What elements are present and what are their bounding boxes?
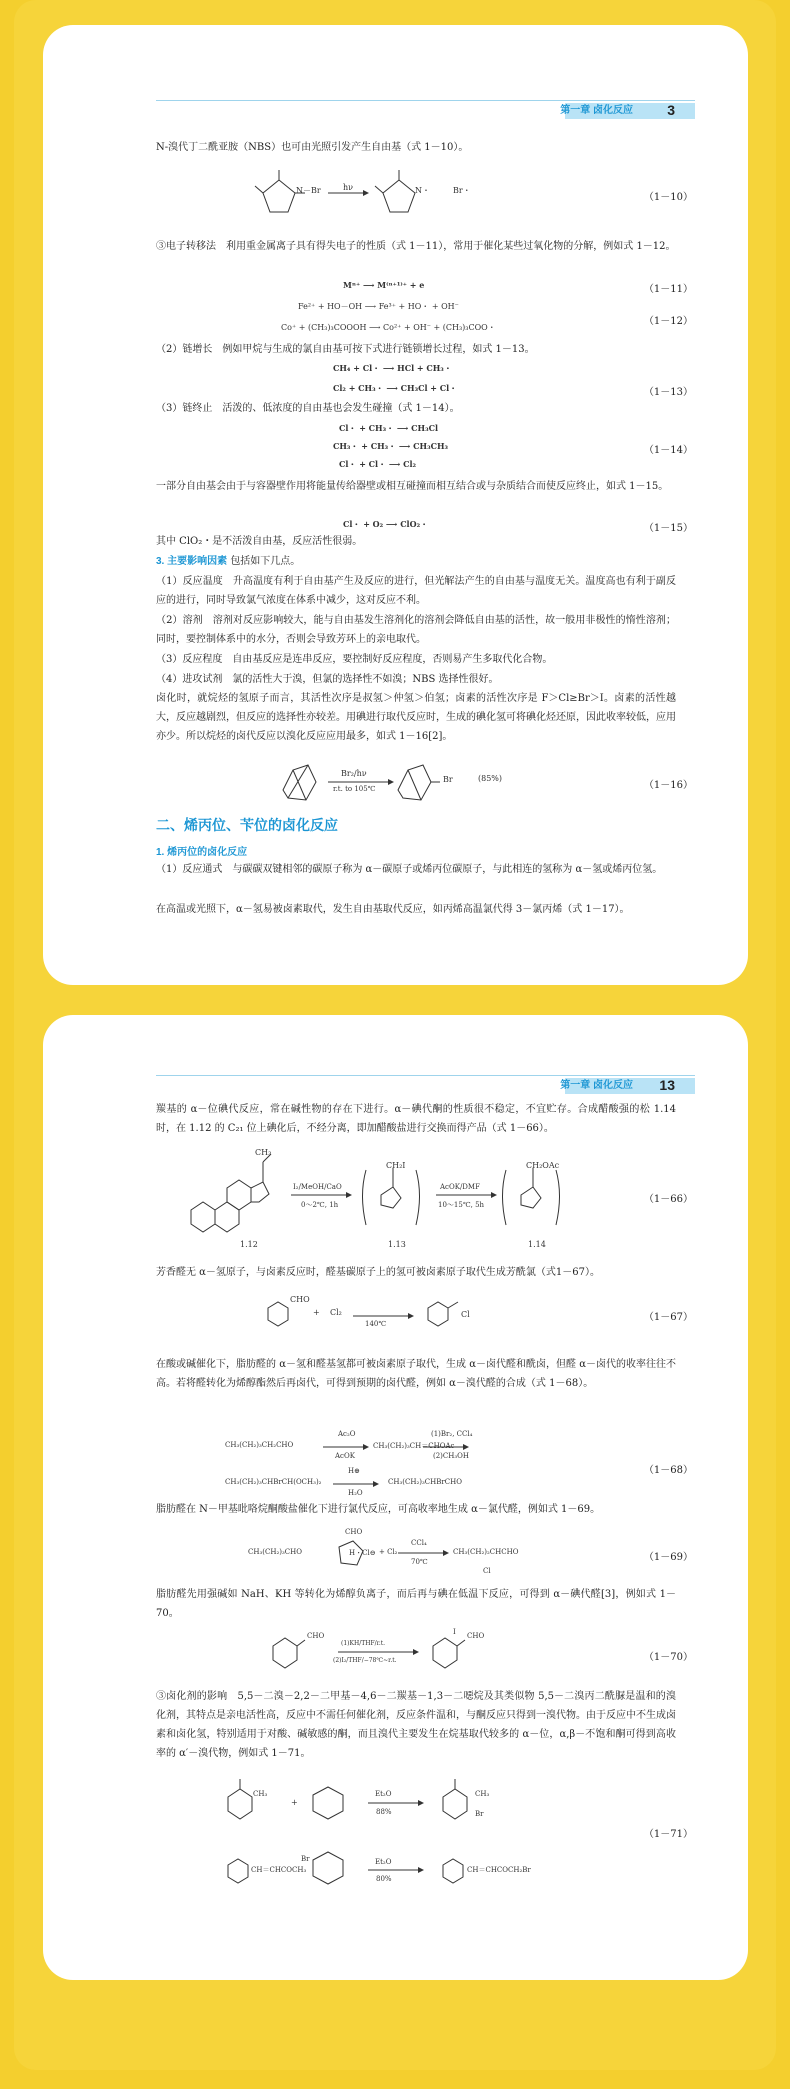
plus-sign: + xyxy=(313,1308,320,1317)
arrow-label: H⊕ xyxy=(348,1467,360,1475)
paragraph: 其中 ClO₂・是不活泼自由基，反应活性很弱。 xyxy=(156,536,363,547)
arrow-label: 80% xyxy=(376,1875,392,1883)
reaction-species: CH₃(CH₂)₃CHO xyxy=(248,1548,303,1556)
equation-number: （1－15） xyxy=(643,523,693,534)
subsection-line xyxy=(156,552,676,571)
compound-number: 1.14 xyxy=(528,1240,546,1249)
paragraph: 一部分自由基会由于与容器壁作用将能量传给器壁或相互碰撞而相互结合或与杂质结合而使反应终止，如式 1－15。 xyxy=(156,481,669,492)
equation: Cl・ + O₂ ⟶ ClO₂・ xyxy=(343,519,429,529)
paragraph: （2）链增长 例如甲烷与生成的氯自由基可按下式进行链锁增长过程，如式 1－13。 xyxy=(156,344,535,355)
product: CH₃(CH₂)₂CHCHO xyxy=(453,1548,519,1556)
equation-number: （1－12） xyxy=(643,316,693,327)
arrow-label: (2)CH₃OH xyxy=(433,1452,470,1460)
book-page-3 xyxy=(43,25,748,985)
arrow-label: 70℃ xyxy=(411,1558,428,1566)
equation-number: （1－14） xyxy=(643,445,693,456)
group-label: CHO xyxy=(290,1295,310,1304)
group-label: CHO xyxy=(467,1632,485,1640)
subsection-tail: 包括如下几点。 xyxy=(230,556,301,567)
group-label: CHO xyxy=(345,1528,363,1536)
reagent: + Cl₂ xyxy=(379,1548,398,1556)
paragraph: ③卤化剂的影响 5,5－二溴－2,2－二甲基－4,6－二羰基－1,3－二噁烷及其类似物 5,5－二溴丙二酰脲是温和的溴化剂，其特点是亲电活性高，反应中不需任何催化剂，反应条件温和，与酮反应只得到一溴代物。由于反应中不生成卤素和卤化氢，特别适用于对酸、碱敏感的酮，而且溴代主要发生在烷基取代较多的 α－位，α,β－不饱和酮可得到高收率的 α′－溴代物，例如式 1－71。 xyxy=(156,1691,676,1759)
arrow-label: 10～15℃, 5h xyxy=(438,1201,485,1209)
equation-number: （1－66） xyxy=(643,1194,693,1205)
chapter-label: 第一章 卤化反应 xyxy=(560,1080,633,1091)
arrow-label: Br₂/hν xyxy=(341,769,367,778)
equation-number: （1－10） xyxy=(643,192,693,203)
yield-label: (85%) xyxy=(478,774,503,783)
arrow-label: (1)Br₂, CCl₄ xyxy=(431,1430,473,1438)
arrow-label: CCl₄ xyxy=(411,1539,427,1547)
equation-number: （1－13） xyxy=(643,387,693,398)
equation: CH₃・ + CH₃・ ⟶ CH₃CH₃ xyxy=(333,441,449,451)
arrow-label: 0～2℃, 1h xyxy=(301,1201,339,1209)
equation-number: （1－71） xyxy=(643,1829,693,1840)
paragraph: 在酸或碱催化下，脂肪醛的 α－氢和醛基氢都可被卤素原子取代，生成 α－卤代醛和酰卤，但醛 α－卤代的收率往往不高。若将醛转化为烯醇酯然后再卤代，可得到预期的卤代醛，例如 α－溴代醛的合成（式 1－68）。 xyxy=(156,1359,676,1389)
paragraph: ③电子转移法 利用重金属离子具有得失电子的性质（式 1－11），常用于催化某些过氧化物的分解，例如式 1－12。 xyxy=(156,241,676,252)
product: CH＝CHCOCH₂Br xyxy=(467,1866,531,1874)
equation-number: （1－69） xyxy=(643,1552,693,1563)
product-substituent: Cl xyxy=(483,1567,491,1575)
substituent: CH＝CHCOCH₃ xyxy=(251,1866,307,1874)
arrow-label: 140℃ xyxy=(365,1320,387,1328)
arrow-label: AcOK/DMF xyxy=(440,1183,480,1191)
reaction-species: CH₃(CH₂)₃CHBrCH(OCH₃)₂ xyxy=(225,1478,322,1486)
equation-number: （1－70） xyxy=(643,1652,693,1663)
plus-sign: + xyxy=(291,1798,298,1807)
product-substituent: I xyxy=(453,1628,456,1636)
substituent: CH₃ xyxy=(253,1790,268,1798)
paragraph: （2）溶剂 溶剂对反应影响较大，能与自由基发生溶剂化的溶剂会降低自由基的活性，故一般用非极性的惰性溶剂；同时，要控制体系中的水分，否则会导致芳环上的亲电取代。 xyxy=(156,615,676,645)
steroid-reaction xyxy=(161,1140,631,1255)
equation: Cl₂ + CH₃・ ⟶ CH₃Cl + Cl・ xyxy=(333,383,458,393)
product-label: Br xyxy=(443,775,453,784)
arrow-label: I₂/MeOH/CaO xyxy=(293,1183,342,1191)
chapter-label: 第一章 卤化反应 xyxy=(560,105,633,116)
paragraph: N-溴代丁二酰亚胺（NBS）也可由光照引发产生自由基（式 1－10）。 xyxy=(156,142,469,153)
paragraph: 脂肪醛在 N－甲基吡咯烷酮酸盐催化下进行氯代反应，可高收率地生成 α－氯代醛，例如式 1－69。 xyxy=(156,1504,601,1515)
page-header xyxy=(156,1075,695,1099)
paragraph: （1）反应温度 升高温度有利于自由基产生及反应的进行，但光解法产生的自由基与温度无关。温度高也有利于副反应的进行，同时导致氯气浓度在体系中减少，这对反应不利。 xyxy=(156,576,676,606)
page-header xyxy=(156,100,695,124)
nbs-reagent: N－Br xyxy=(296,186,321,195)
paragraph: （3）链终止 活泼的、低浓度的自由基也会发生碰撞（式 1－14）。 xyxy=(156,403,460,414)
equation-number: （1－16） xyxy=(643,780,693,791)
paragraph: （4）进攻试剂 氯的活性大于溴，但氯的选择性不如溴；NBS 选择性很好。 xyxy=(156,674,499,685)
equation: Fe²⁺ + HO－OH ⟶ Fe³⁺ + HO・ + OH⁻ xyxy=(298,302,459,311)
substituent: CH₃ xyxy=(255,1148,272,1157)
equation-number: （1－11） xyxy=(643,284,693,295)
arrow-label: Et₂O xyxy=(375,1790,392,1798)
arrow-label: (2)I₂/THF/−78℃~r.t. xyxy=(333,1657,397,1664)
paragraph: 在高温或光照下，α－氢易被卤素取代，发生自由基取代反应，如丙烯高温氯代得 3－氯丙烯（式 1－17）。 xyxy=(156,904,630,915)
section-heading: 二、烯丙位、苄位的卤化反应 xyxy=(156,817,338,833)
paragraph: 卤化时，就烷烃的氢原子而言，其活性次序是叔氢＞仲氢＞伯氢；卤素的活性次序是 F＞Cl≥Br＞I。卤素的活性越大，反应越剧烈，但反应的选择性亦较差。用碘进行取代反应时，生成的碘化氢可将碘化烃还原，因此收率较低，应用亦少。所以烷烃的卤代反应以溴化反应应用最多，如式 1－16[2]。 xyxy=(156,693,676,742)
paragraph: （3）反应程度 自由基反应是连串反应，要控制好反应程度，否则易产生多取代化合物。 xyxy=(156,654,553,665)
arrow-label: (1)KH/THF/r.t. xyxy=(341,1640,386,1647)
reaction-species: CH₃(CH₂)₃CH₂CHO xyxy=(225,1441,294,1449)
substituent: CH₂OAc xyxy=(526,1161,560,1170)
substituent: Br xyxy=(301,1855,310,1863)
reagent: Cl₂ xyxy=(330,1308,342,1317)
catalyst-label: H・Cl⊖ xyxy=(349,1549,376,1557)
equation: Co⁺ + (CH₃)₃COOOH ⟶ Co²⁺ + OH⁻ + (CH₃)₃COO・ xyxy=(281,323,496,332)
arrow-label: r.t. to 105℃ xyxy=(333,785,376,793)
page-number: 3 xyxy=(667,102,675,118)
arrow-label: Et₂O xyxy=(375,1858,392,1866)
page-number: 13 xyxy=(659,1077,675,1093)
equation: Cl・ + CH₃・ ⟶ CH₃Cl xyxy=(339,423,438,433)
equation-number: （1－67） xyxy=(643,1312,693,1323)
arrow-label: AcOK xyxy=(335,1452,355,1460)
bromine-radical: Br・ xyxy=(453,186,471,195)
nbs-structure xyxy=(233,162,563,224)
substituent: CH₂I xyxy=(386,1161,406,1170)
substituent: CH₃ xyxy=(475,1790,490,1798)
paragraph: 脂肪醛先用强碱如 NaH、KH 等转化为烯醇负离子，而后再与碘在低温下反应，可得到 α－碘代醛[3]，例如式 1－70。 xyxy=(156,1589,676,1619)
reaction-species: CH₃(CH₂)₃CH＝CHOAc xyxy=(373,1442,455,1450)
product-radical: N・ xyxy=(415,186,430,195)
dibromination-reaction xyxy=(218,1775,618,1895)
subsection-heading: 3. 主要影响因素 xyxy=(156,556,228,567)
equation: Cl・ + Cl・ ⟶ Cl₂ xyxy=(339,459,417,469)
arrow-label: hν xyxy=(343,183,354,192)
product-label: Cl xyxy=(461,1310,470,1319)
paragraph: 芳香醛无 α－氢原子，与卤素反应时，醛基碳原子上的氢可被卤素原子取代生成芳酰氯（式1－67）。 xyxy=(156,1267,601,1278)
paragraph: 羰基的 α－位碘代反应，常在碱性物的存在下进行。α－碘代酮的性质很不稳定，不宜贮存。合成醋酸强的松 1.14 时，在 1.12 的 C₂₁ 位上碘化后，不经分离，即加醋酸盐进行交换而得产品（式 1－66）。 xyxy=(156,1104,676,1134)
arrow-label: Ac₂O xyxy=(338,1430,356,1438)
compound-number: 1.13 xyxy=(388,1240,406,1249)
arrow-label: H₂O xyxy=(348,1489,363,1497)
compound-number: 1.12 xyxy=(240,1240,258,1249)
book-page-13 xyxy=(43,1015,748,1980)
equation-number: （1－68） xyxy=(643,1465,693,1476)
subsection-heading: 1. 烯丙位的卤化反应 xyxy=(156,847,248,858)
reaction-species: CH₃(CH₂)₃CHBrCHO xyxy=(388,1478,462,1486)
group-label: CHO xyxy=(307,1632,325,1640)
equation: Mⁿ⁺ ⟶ M⁽ⁿ⁺¹⁾⁺ + e xyxy=(343,280,425,290)
substituent: Br xyxy=(475,1810,484,1818)
arrow-label: 88% xyxy=(376,1808,392,1816)
equation: CH₄ + Cl・ ⟶ HCl + CH₃・ xyxy=(333,363,452,373)
paragraph: （1）反应通式 与碳碳双键相邻的碳原子称为 α－碳原子或烯丙位碳原子，与此相连的氢称为 α－氢或烯丙位氢。 xyxy=(156,864,663,875)
